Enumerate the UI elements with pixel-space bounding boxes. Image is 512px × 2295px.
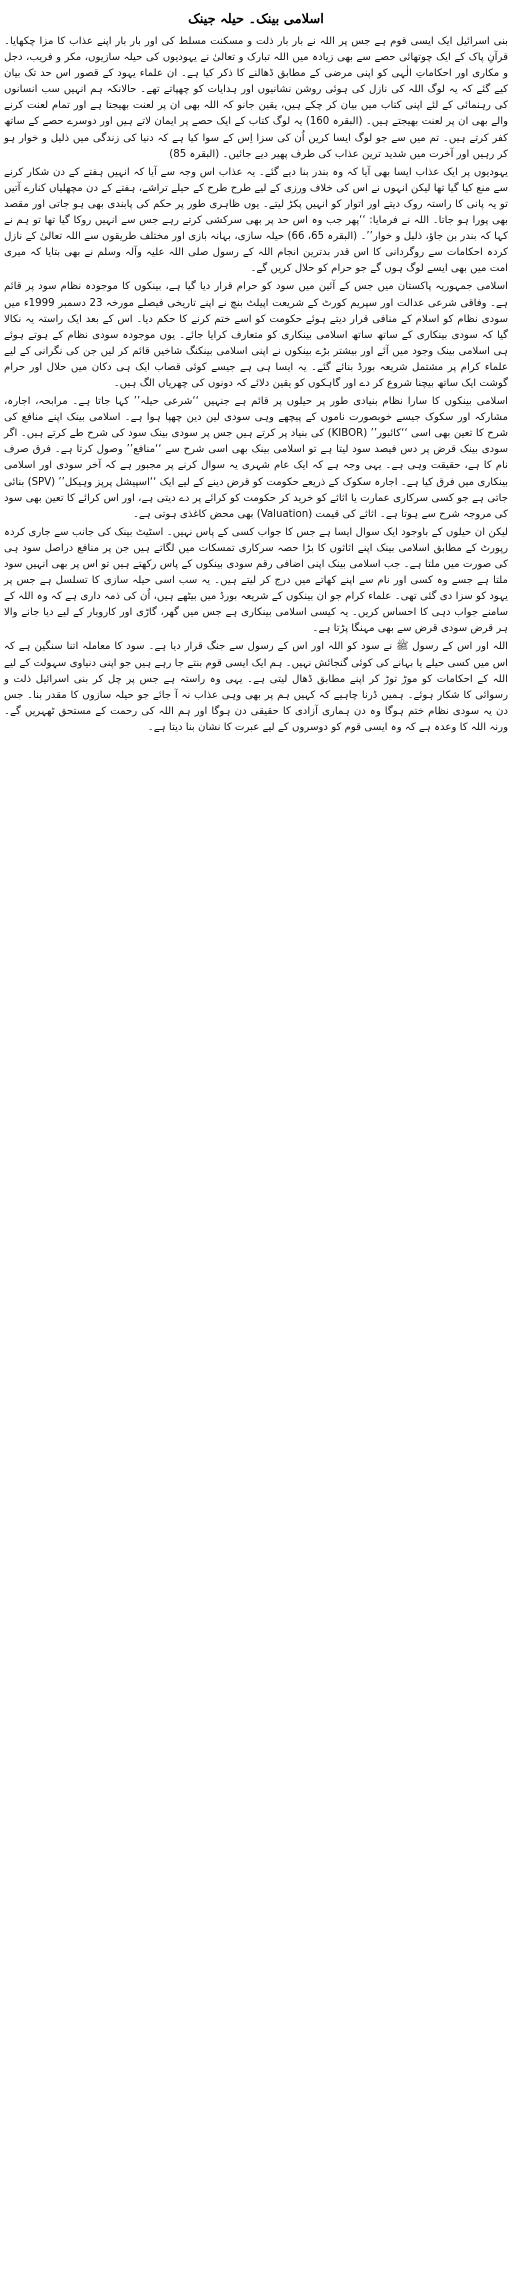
article-headline: اسلامی بینک۔ حیلہ جینک [188, 12, 324, 27]
article-paragraph: اسلامی بینکوں کا سارا نظام بنیادی طور پر حیلوں پر قائم ہے جنہیں ‘‘شرعی حیلہ’’ کہا جاتا ہے۔ مرابحہ، اجارہ، مشارکہ اور سکوک جیسے خوبصورت ناموں کے پیچھے وہی سودی لین دین چھپا ہوا ہے۔ اسلامی بینک اپنے منافع کی شرح کا تعین بھی اسی ‘‘کائبور’’ (KIBOR) کی بنیاد پر کرتے ہیں جس پر سودی بینک سود کی شرح طے کرتے ہیں۔ اگر سودی بینک قرض پر دس فیصد سود لیتا ہے تو اسلامی بینک بھی اسی شرح سے ‘‘منافع’’ وصول کرتا ہے۔ فرق صرف نام کا ہے، حقیقت وہی ہے۔ یہی وجہ ہے کہ ایک عام شہری یہ سوال کرنے پر مجبور ہے کہ آخر سودی اور اسلامی بینکاری میں فرق کیا ہے۔ اجارہ سکوک کے ذریعے حکومت کو قرض دینے کے لیے ایک ‘‘اسپیشل پرپز وہیکل’’ (SPV) بنائی جاتی ہے جو کسی سرکاری عمارت یا اثاثے کو خرید کر حکومت کو کرائے پر دے دیتی ہے، اور اس کرائے کا تعین بھی سود کی مروجہ شرح سے ہوتا ہے۔ اثاثے کی قیمت (Valuation) بھی محض کاغذی ہوتی ہے۔ [4, 396, 509, 520]
article-paragraph: اسلامی جمہوریہ پاکستان میں جس کے آئین میں سود کو حرام قرار دیا گیا ہے، بینکوں کا موجودہ نظام سود پر قائم ہے۔ وفاقی شرعی عدالت اور سپریم کورٹ کے شریعت اپیلٹ بنچ نے اپنے تاریخی فیصلے مورخہ 23 دسمبر 1999ء میں سودی نظام کو اسلام کے منافی قرار دیتے ہوئے حکومت کو اسے ختم کرنے کا حکم دیا۔ اس کے بعد ایک راستہ یہ نکالا گیا کہ سودی بینکاری کے ساتھ ساتھ اسلامی بینکاری کو متعارف کرایا جائے۔ یوں موجودہ سودی نظام کے ہوتے ہوئے ہی اسلامی بینک وجود میں آئے اور بیشتر بڑے بینکوں نے اپنی اسلامی بینکنگ شاخیں قائم کر لیں جن کی نگرانی کے لیے علماء کرام پر مشتمل شریعہ بورڈ بنائے گئے۔ یہ ایسا ہی ہے جیسے کوئی قصاب ایک ہی دکان میں حلال اور حرام گوشت ایک ساتھ بیچنا شروع کر دے اور گاہکوں کو یقین دلائے کہ دونوں کی چھریاں الگ ہیں۔ [4, 281, 508, 389]
article-paragraph: یہودیوں پر ایک عذاب ایسا بھی آیا کہ وہ بندر بنا دیے گئے۔ یہ عذاب اس وجہ سے آیا کہ انہیں ہفتے کے دن شکار کرنے سے منع کیا گیا تھا لیکن انہوں نے اس کی خلاف ورزی کے لیے طرح طرح کے حیلے تراشے، ہفتے کے دن مچھلیاں کنارے آتیں تو یہ پانی کا راستہ روک دیتے اور اتوار کو انہیں پکڑ لیتے۔ یوں ظاہری طور پر حکم کی پابندی بھی ہو جاتی اور مقصد بھی پورا ہو جاتا۔ اللہ نے فرمایا: ‘‘پھر جب وہ اس حد پر بھی سرکشی کرتے رہے جس سے انہیں روکا گیا تھا تو ہم نے کہا کہ بندر بن جاؤ، ذلیل و خوار’’۔ (البقرہ 65، 66) حیلہ سازی، بہانہ بازی اور مختلف طریقوں سے اللہ تعالیٰ کے نازل کردہ احکامات سے روگردانی کا اس قدر بدترین انجام اللہ کے رسول صلی اللہ علیہ وآلہ وسلم نے بھی بتایا کہ میری امت میں بھی ایسے لوگ ہوں گے جو حرام کو حلال کریں گے۔ [4, 166, 508, 275]
article-body [4, 34, 508, 736]
article-paragraph: اللہ اور اس کے رسول ﷺ نے سود کو اللہ اور اس کے رسول سے جنگ قرار دیا ہے۔ سود کا معاملہ اتنا سنگین ہے کہ اس میں کسی حیلے یا بہانے کی کوئی گنجائش نہیں۔ ہم ایک ایسی قوم بنتے جا رہے ہیں جو اپنی دنیاوی سہولت کے لیے اللہ کے احکامات کو موڑ توڑ کر اپنے مطابق ڈھال لیتی ہے۔ یہی وہ راستہ ہے جس پر چل کر بنی اسرائیل ذلت و رسوائی کا شکار ہوئے۔ ہمیں ڈرنا چاہیے کہ کہیں ہم پر بھی وہی عذاب نہ آ جائے جو حیلہ سازوں کا مقدر بنا۔ جس دن یہ سودی نظام ختم ہوگا وہ دن ہماری آزادی کا حقیقی دن ہوگا اور ہم اللہ کی رحمت کے مستحق ٹھہریں گے۔ ورنہ اللہ کا وعدہ ہے کہ وہ ایسی قوم کو دوسروں کے لیے عبرت کا نشان بنا دیتا ہے۔ [4, 641, 508, 733]
article-paragraph: بنی اسرائیل ایک ایسی قوم ہے جس پر اللہ نے بار بار ذلت و مسکنت مسلط کی اور بار بار اپنے عذاب کا مزا چکھایا۔ قرآنِ پاک کے ایک چوتھائی حصے سے بھی زیادہ میں اللہ تبارک و تعالیٰ نے یہودیوں کی حیلہ سازیوں، مکر و فریب، دجل و مکاری اور احکاماتِ الٰہی کو اپنی مرضی کے مطابق ڈھالنے کا ذکر کیا ہے۔ ان علماء یہود کے قصور اس حد تک بیان کیے گئے کہ یہ لوگ اللہ کی نازل کی ہوئی روشن نشانیوں اور ہدایات کو چھپاتے تھے۔ حالانکہ ہم انہیں سب انسانوں کی رہنمائی کے لئے اپنی کتاب میں بیان کر چکے ہیں، یقین جانو کہ اللہ بھی ان پر لعنت بھیجتا ہے اور تمام لعنت کرنے والے بھی ان پر لعنت بھیجتے ہیں۔ (البقرہ 160) یہ لوگ کتاب کے ایک حصے پر ایمان لاتے ہیں اور دوسرے حصے کے ساتھ کفر کرتے ہیں۔ تم میں سے جو لوگ ایسا کریں اُن کی سزا اِس کے سوا کیا ہے کہ دنیا کی زندگی میں ذلیل و خوار ہو کر رہیں اور آخرت میں شدید ترین عذاب کی طرف پھیر دیے جائیں۔ (البقرہ 85) [4, 36, 508, 160]
article-paragraph: لیکن ان حیلوں کے باوجود ایک سوال ایسا ہے جس کا جواب کسی کے پاس نہیں۔ اسٹیٹ بینک کی جانب سے جاری کردہ رپورٹ کے مطابق اسلامی بینک اپنے اثاثوں کا بڑا حصہ سرکاری تمسکات میں لگاتے ہیں جن پر منافع دراصل سود ہی کی صورت میں ملتا ہے۔ جب اسلامی بینک اپنی اضافی رقم سودی بینکوں کے پاس رکھتے ہیں تو اس پر بھی انہیں سود ملتا ہے جسے وہ کسی اور نام سے اپنے کھاتے میں درج کر لیتے ہیں۔ یہ سب اسی حیلہ سازی کا تسلسل ہے جس پر یہود کو سزا دی گئی تھی۔ علماء کرام جو ان بینکوں کے شریعہ بورڈ میں بیٹھے ہیں، اُن کی ذمہ داری ہے کہ وہ اللہ کے سامنے جواب دہی کا احساس کریں۔ یہ کیسی اسلامی بینکاری ہے جس میں گھر، گاڑی اور کاروبار کے لیے دیا جانے والا ہر قرض سودی قرض سے بھی مہنگا پڑتا ہے۔ [4, 526, 508, 635]
